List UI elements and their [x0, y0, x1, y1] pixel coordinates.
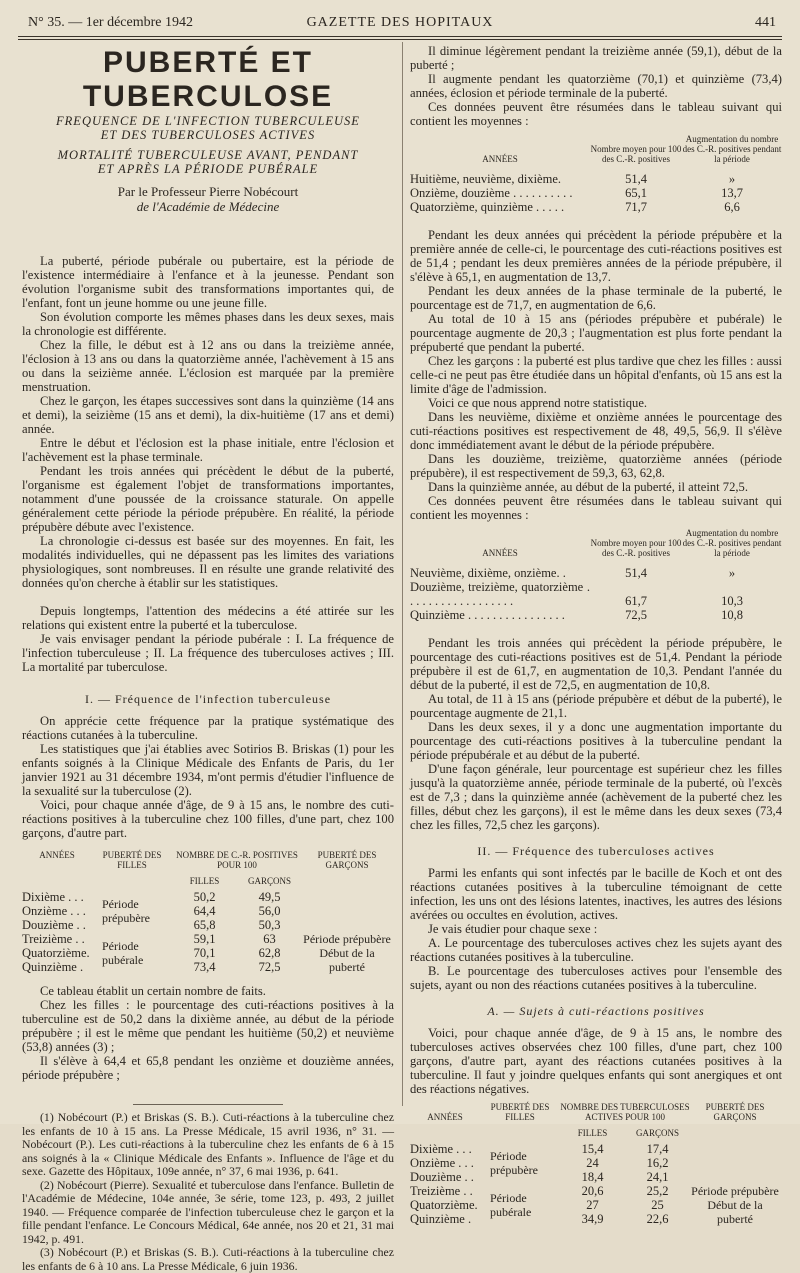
table-cell: 24 — [586, 1156, 599, 1170]
paragraph: Ces données peuvent être résumées dans le tableau suivant qui contient les moyennes : — [410, 494, 782, 522]
paragraph: Voici, pour chaque année d'âge, de 9 à 15 ans, le nombre des cuti-réactions positives à la tuberculine chez 100 filles, d'une part, chez 100 garçons, d'autre part. — [22, 798, 394, 840]
col-header: ANNÉES — [482, 154, 518, 164]
paragraph: Je vais envisager pendant la période pubérale : I. La fréquence de l'infection tuberculeuse ; II. La fréquence des tuberculoses actives ; III. La mortalité par tuberculose. — [22, 632, 394, 674]
col-header: NOMBRE DE C.-R. POSITIVES POUR 100 — [176, 850, 298, 870]
table-cell: 73,4 — [193, 960, 216, 974]
col-subheader: GARÇONS — [635, 1128, 679, 1138]
table-cell: 15,4 — [581, 1142, 604, 1156]
table-cell: Quatorzième. — [410, 1198, 478, 1212]
paragraph: Depuis longtemps, l'attention des médecins a été attirée sur les relations qui existent entre la puberté et la tuberculose. — [22, 604, 394, 632]
table-cell: 25 — [651, 1198, 664, 1212]
paragraph: On apprécie cette fréquence par la pratique systématique des réactions cutanées à la tuberculine. — [22, 714, 394, 742]
table-cell: 72,5 — [625, 608, 647, 622]
table-row — [410, 566, 782, 580]
col-header: ANNÉES — [427, 1112, 463, 1122]
article-title: PUBERTÉ ET TUBERCULOSE — [82, 46, 334, 113]
table-cell: 49,5 — [258, 890, 281, 904]
section-heading-1: I. — Fréquence de l'infection tuberculeuse — [84, 692, 332, 706]
table3-body — [410, 566, 782, 622]
table-cell: Neuvième, dixième, onzième. . — [410, 566, 566, 580]
table-row — [410, 186, 782, 200]
table-cell: 64,4 — [193, 904, 216, 918]
col-header: PUBERTÉ DES GARÇONS — [317, 850, 377, 870]
table1-years — [22, 890, 94, 974]
col-header: Augmentation du nombre des C.-R. positives pendant la période — [682, 528, 782, 558]
table-cell: 51,4 — [625, 566, 647, 580]
table1-body — [22, 890, 394, 974]
paragraph: Dans les douzième, treizième, quatorzième années (période prépubère), il est respectivement de 59,3, 63, 62,8. — [410, 452, 782, 480]
table4-years — [410, 1142, 482, 1226]
footnote-rule — [133, 1104, 283, 1105]
col-header: Nombre moyen pour 100 des C.-R. positives — [590, 538, 682, 558]
paragraph: Pendant les deux années de la phase terminale de la puberté, le pourcentage est de 71,7, en augmentation de 6,6. — [410, 284, 782, 312]
paragraph: B. Le pourcentage des tuberculoses actives pour l'ensemble des sujets, ayant ou non des réactions cutanées positives à la tuberculine. — [410, 964, 782, 992]
paragraph: D'une façon générale, leur pourcentage est supérieur chez les filles jusqu'à la quatorzième année, période terminale de la puberté, où l'excès est de 7,3 ; dans la quinzième année (achèvement de la puberté chez les filles, début chez les garçons), il est le même dans les deux sexes (73,4 chez les filles, 72,5 chez les garçons). — [410, 762, 782, 832]
table-cell: 65,8 — [193, 918, 216, 932]
article-author: Par le Professeur Pierre Nobécourt — [117, 184, 299, 199]
issue-date: N° 35. — 1er décembre 1942 — [28, 15, 193, 30]
paragraph: Pendant les trois années qui précèdent le début de la puberté, l'organisme est également l'objet de transformations importantes, notamment d'une poussée de la croissance staturale. On appelle généralement cette période la période prépubère. En réalité, la période prépubère débute avec l'existence. — [22, 464, 394, 534]
table-row — [410, 580, 782, 608]
paragraph: Parmi les enfants qui sont infectés par le bacille de Koch et ont des réactions cutanées positives à la tuberculine témoignant de cette infection, les uns ont des lésions latentes, inactives, les autres des lésions avérées ou occultes en évolution, actives. — [410, 866, 782, 922]
table-cell: Onzième . . . — [22, 904, 86, 918]
table-cell: 10,8 — [721, 608, 743, 622]
table1-girls-puberty — [94, 890, 172, 974]
table4-subheader — [410, 1128, 782, 1138]
table-cell: 22,6 — [646, 1212, 669, 1226]
running-header — [18, 12, 782, 34]
table-cell: Onzième . . . — [410, 1156, 474, 1170]
paragraph: Il diminue légèrement pendant la treizième année (59,1), début de la puberté ; — [410, 44, 782, 72]
paragraph: Dans la quinzième année, au début de la puberté, il atteint 72,5. — [428, 480, 748, 494]
table-cell: 70,1 — [193, 946, 216, 960]
col-header: NOMBRE DES TUBERCULOSES ACTIVES POUR 100 — [560, 1102, 690, 1122]
paragraph: La chronologie ci-dessus est basée sur des moyennes. En fait, les modalités individuelles, qui ne dépassent pas les limites des variations physiologiques, sont nombreuses. Il en résulte une grande relativité des données qu'on cherche à établir sur les statistiques. — [22, 534, 394, 590]
article-subtitle-2: ET DES TUBERCULOSES ACTIVES — [100, 128, 316, 142]
table-cell: 27 — [586, 1198, 599, 1212]
paragraph: Pendant les trois années qui précèdent la période prépubère, le pourcentage des cuti-réactions positives est de 51,4. Pendant la période prépubère il est de 61,7, en augmentation de 10,3. Pendant l'année du début de la puberté, il est de 72,5, en augmentation de 10,8. — [410, 636, 782, 692]
table-cell: 25,2 — [646, 1184, 669, 1198]
paragraph: Dans les neuvième, dixième et onzième années le pourcentage des cuti-réactions positives est respectivement de 48, 49,5, 56,9. Il s'élève donc immédiatement avant le début de la période prépubère. — [410, 410, 782, 452]
table1-boys-puberty — [302, 890, 392, 974]
table-cell: 16,2 — [646, 1156, 669, 1170]
col-header: PUBERTÉ DES FILLES — [490, 1102, 550, 1122]
table4-header — [410, 1102, 782, 1122]
table-cell: Dixième . . . — [410, 1142, 472, 1156]
paragraph: Voici, pour chaque année d'âge, de 9 à 15 ans, le nombre des tuberculoses actives observées chez 100 filles, d'une part, chez 100 garçons, d'autre part, ayant des réactions cutanées positives à la tuberculine. Il faut y joindre quelques enfants qui sont anergiques et ont des réactions négatives. — [410, 1026, 782, 1096]
table2-header — [410, 134, 782, 164]
paragraph: Ces données peuvent être résumées dans le tableau suivant qui contient les moyennes : — [410, 100, 782, 128]
table-cell: Huitième, neuvième, dixième. — [410, 172, 561, 186]
table4-body — [410, 1142, 782, 1226]
paragraph: Au total, de 11 à 15 ans (période prépubère et début de la puberté), le pourcentage augmente de 21,1. — [410, 692, 782, 720]
paragraph: Dans les deux sexes, il y a donc une augmentation importante du pourcentage des cuti-réactions positives à la tuberculine pendant la période prépubérale et au début de la puberté. — [410, 720, 782, 762]
paragraph: Au total de 10 à 15 ans (périodes prépubère et pubérale) le pourcentage augmente de 20,3 ; l'augmentation est plus forte pendant la prépuberté que pendant la puberté. — [410, 312, 782, 354]
table-cell: Treizième . . — [410, 1184, 473, 1198]
paragraph: Chez le garçon, les étapes successives sont dans la quinzième (14 ans et demi), la seizième (15 ans et demi), la dix-huitième (17 ans et demi) année. — [22, 394, 394, 436]
table-cell: 18,4 — [581, 1170, 604, 1184]
table-cell: Période prépubère — [691, 1184, 779, 1198]
table-cell: 24,1 — [646, 1170, 669, 1184]
article-subtitle-4: ET APRÈS LA PÉRIODE PUBÉRALE — [97, 162, 319, 176]
paragraph: Chez les filles : le pourcentage des cuti-réactions positives à la tuberculine est de 50,2 dans la dixième année, au début de la période prépubère ; il est le même que pendant les huitième (50,2) et neuvième (53,8) années (3) ; — [22, 998, 394, 1054]
table2-body — [410, 172, 782, 214]
paragraph: Il augmente pendant les quatorzième (70,1) et quinzième (73,4) années, éclosion et période terminale de la puberté. — [410, 72, 782, 100]
table-cell: Début de la puberté — [319, 946, 375, 974]
table1-boys — [237, 890, 302, 974]
col-header: PUBERTÉ DES FILLES — [102, 850, 162, 870]
table1-subheader — [22, 876, 394, 886]
paragraph: Entre le début et l'éclosion est la phase initiale, entre l'éclosion et l'achèvement est la phase terminale. — [22, 436, 394, 464]
col-header: ANNÉES — [39, 850, 75, 860]
table-cell: Période prépubère — [303, 932, 391, 946]
table-cell: 63 — [263, 932, 276, 946]
table-cell: Début de la puberté — [707, 1198, 763, 1226]
table-cell: Quinzième . . . . . . . . . . . . . . . . — [410, 608, 565, 622]
paragraph: Je vais étudier pour chaque sexe : — [428, 922, 598, 936]
table1-header — [22, 850, 394, 870]
table-row — [410, 172, 782, 186]
table-cell: 10,3 — [721, 594, 743, 608]
footnote: (2) Nobécourt (Pierre). Sexualité et tuberculose dans l'enfance. Bulletin de l'Académie de Médecine, 104e année, 3e série, tome 123, p. 493, 2 juillet 1940. — Fréquence comparée de l'infection tuberculeuse chez le garçon et la fille pendant l'enfance. Le Concours Médical, 64e année, nos 20 et 21, 31 mai 1942, p. 491. — [22, 1177, 394, 1246]
article-subtitle-1: FREQUENCE DE L'INFECTION TUBERCULEUSE — [56, 114, 360, 128]
paragraph: Il s'élève à 64,4 et 65,8 pendant les onzième et douzième années, période prépubère ; — [22, 1054, 394, 1082]
table-cell: Période pubérale — [102, 939, 144, 967]
table-cell: Onzième, douzième . . . . . . . . . . — [410, 186, 573, 200]
table4-girls-puberty — [482, 1142, 560, 1226]
table-cell: 62,8 — [258, 946, 281, 960]
table4-girls — [560, 1142, 625, 1226]
column-divider — [402, 42, 403, 1106]
table-cell: Douzième, treizième, quatorzième . . . . . . . . . . . . . . . . . . — [410, 580, 590, 608]
table-cell: 13,7 — [721, 186, 743, 200]
col-subheader: GARÇONS — [247, 876, 291, 886]
table-cell: Douzième . . — [22, 918, 86, 932]
table-cell: Quinzième . — [22, 960, 84, 974]
table-cell: » — [728, 566, 736, 580]
table-cell: 71,7 — [625, 200, 647, 214]
table-cell: Dixième . . . — [22, 890, 84, 904]
col-header: ANNÉES — [482, 548, 518, 558]
table-cell: Douzième . . — [410, 1170, 474, 1184]
table-cell: 34,9 — [581, 1212, 604, 1226]
footnote: (1) Nobécourt (P.) et Briskas (S. B.). Cuti-réactions à la tuberculine chez les enfants de 10 à 15 ans. La Presse Médicale, 15 avril 1936, n° 31. — Nobécourt (P.). Les cuti-réactions à la tuberculine chez les enfants de 6 à 15 ans soignés à la « Clinique Médicale des Enfants ». Influence de l'âge et du sexe. Gazette des Hôpitaux, 109e année, n° 37, 6 mai 1936, p. 641. — [22, 1110, 394, 1178]
table-cell: » — [728, 172, 736, 186]
footnote: (3) Nobécourt (P.) et Briskas (S. B.). Cuti-réactions à la tuberculine chez les enfants de 6 à 10 ans. La Presse Médicale, 6 juin 1936. — [22, 1245, 394, 1273]
paragraph: Chez les garçons : la puberté est plus tardive que chez les filles : aussi celle-ci ne peut pas être étudiée dans un hôpital d'enfants, où 15 ans est la limite d'âge de l'admission. — [410, 354, 782, 396]
table1-girls — [172, 890, 237, 974]
section-heading-2: II. — Fréquence des tuberculoses actives — [477, 844, 715, 858]
table-cell: Quinzième . — [410, 1212, 472, 1226]
table-cell: Quatorzième, quinzième . . . . . — [410, 200, 565, 214]
header-rule — [18, 36, 782, 37]
paragraph: Les statistiques que j'ai établies avec Sotirios B. Briskas (1) pour les enfants soignés à la Clinique Médicale des Enfants de Paris, du 1er janvier 1921 au 31 décembre 1934, m'ont permis d'étudier l'influence de la sexualité sur la tuberculose (2). — [22, 742, 394, 798]
paragraph: La puberté, période pubérale ou pubertaire, est la période de l'existence intermédiaire à l'enfance et à la jeunesse. Pendant son évolution l'organisme subit des transformations importantes qui, de l'enfant, font un jeune homme ou une jeune fille. — [22, 254, 394, 310]
table-row — [410, 608, 782, 622]
paragraph: Pendant les deux années qui précèdent la période prépubère et la première année de celle-ci, le pourcentage des cuti-réactions positives est de 51,4 ; pendant les deux premières années de la période prépubère, il s'élève à 65,1, en augmentation de 13,7. — [410, 228, 782, 284]
table-cell: 72,5 — [258, 960, 281, 974]
journal-name: GAZETTE DES HOPITAUX — [306, 15, 494, 30]
table3-header — [410, 528, 782, 558]
section-heading-3: A. — Sujets à cuti-réactions positives — [487, 1004, 705, 1018]
table-row — [410, 200, 782, 214]
paragraph: Voici ce que nous apprend notre statistique. — [428, 396, 648, 410]
col-header: Augmentation du nombre des C.-R. positives pendant la période — [682, 134, 782, 164]
left-column — [22, 44, 394, 1273]
table4-boys-puberty — [690, 1142, 780, 1226]
table-cell: Période pubérale — [490, 1191, 532, 1219]
table-cell: Période prépubère — [102, 897, 150, 925]
col-header: Nombre moyen pour 100 des C.-R. positives — [590, 144, 682, 164]
table-cell: 56,0 — [258, 904, 281, 918]
table-cell: 61,7 — [625, 594, 647, 608]
table4-boys — [625, 1142, 690, 1226]
col-subheader: FILLES — [577, 1128, 608, 1138]
paragraph: A. Le pourcentage des tuberculoses actives chez les sujets ayant des réactions cutanées positives à la tuberculine. — [410, 936, 782, 964]
paragraph: Chez la fille, le début est à 12 ans ou dans la treizième année, l'éclosion à 13 ans ou dans la quatorzième année, l'achèvement à 15 ans ou dans la seizième année. L'éclosion est marquée par la première menstruation. — [22, 338, 394, 394]
col-subheader: FILLES — [189, 876, 220, 886]
table-cell: Période prépubère — [490, 1149, 538, 1177]
table-cell: Quatorzième. — [22, 946, 90, 960]
page-number: 441 — [755, 15, 776, 30]
table-cell: 6,6 — [724, 200, 740, 214]
col-header: PUBERTÉ DES GARÇONS — [705, 1102, 765, 1122]
paragraph: Ce tableau établit un certain nombre de faits. — [40, 984, 266, 998]
article-affiliation: de l'Académie de Médecine — [136, 199, 280, 214]
table-cell: 17,4 — [646, 1142, 669, 1156]
paragraph: Son évolution comporte les mêmes phases dans les deux sexes, mais la chronologie est différente. — [22, 310, 394, 338]
table-cell: 51,4 — [625, 172, 647, 186]
table-cell: 59,1 — [193, 932, 216, 946]
table-cell: 20,6 — [581, 1184, 604, 1198]
table-cell: 50,2 — [193, 890, 216, 904]
table-cell: 50,3 — [258, 918, 281, 932]
article-subtitle-3: MORTALITÉ TUBERCULEUSE AVANT, PENDANT — [57, 148, 359, 162]
table-cell: Treizième . . — [22, 932, 85, 946]
header-rule-2 — [18, 39, 782, 40]
right-column — [410, 44, 782, 1226]
table-cell: 65,1 — [625, 186, 647, 200]
